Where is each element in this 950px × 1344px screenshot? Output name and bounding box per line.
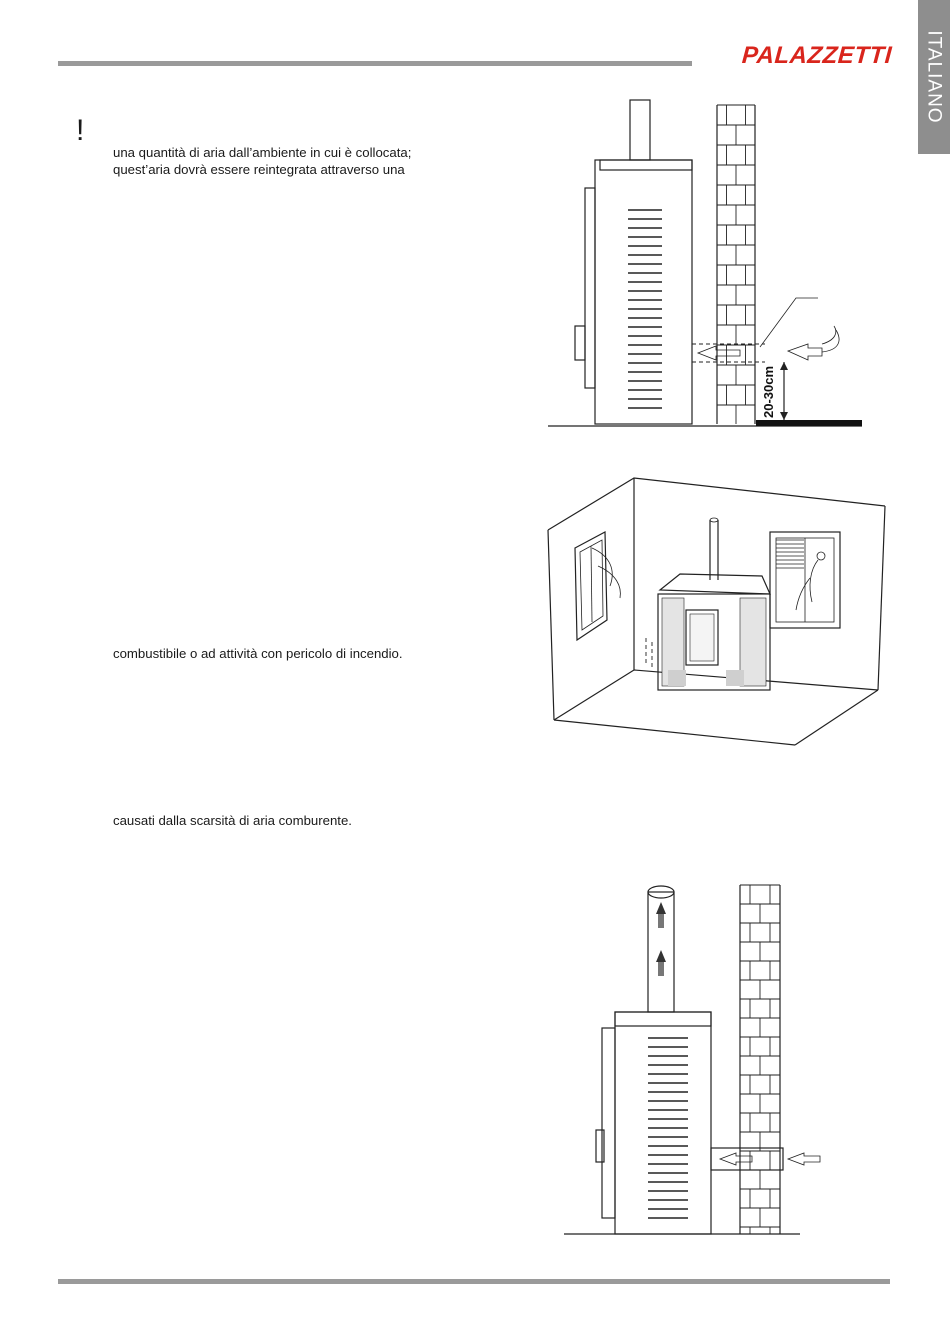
smoke-arrow-icon: [656, 902, 666, 976]
figure-room-perspective: [540, 470, 890, 750]
brick-wall: [740, 885, 780, 1234]
paragraph-2-line-1: combustibile o ad attività con pericolo di incendio.: [113, 646, 403, 661]
language-tab: [918, 0, 950, 154]
dimension-label: 20-30cm: [761, 365, 776, 418]
warning-icon: !: [76, 114, 85, 147]
brand-logo: PALAZZETTI: [741, 42, 893, 69]
window-shutter: [776, 540, 804, 568]
brick-wall: [717, 105, 755, 424]
language-tab-label: ITALIANO: [924, 30, 946, 124]
figure-flue-air-intake: [560, 880, 850, 1245]
stove-vent-slats: [628, 210, 662, 408]
paragraph-3-line-1: causati dalla scarsità di aria comburente.: [113, 813, 352, 828]
paragraph-1-line-2: quest’aria dovrà essere reintegrata attraverso una: [113, 162, 405, 177]
header-rule: [58, 61, 692, 66]
paragraph-1-line-1: una quantità di aria dall’ambiente in cui è collocata;: [113, 145, 412, 160]
footer-rule: [58, 1279, 890, 1284]
stove-vent-slats: [648, 1038, 688, 1218]
figure-air-intake-wall: [540, 100, 870, 435]
